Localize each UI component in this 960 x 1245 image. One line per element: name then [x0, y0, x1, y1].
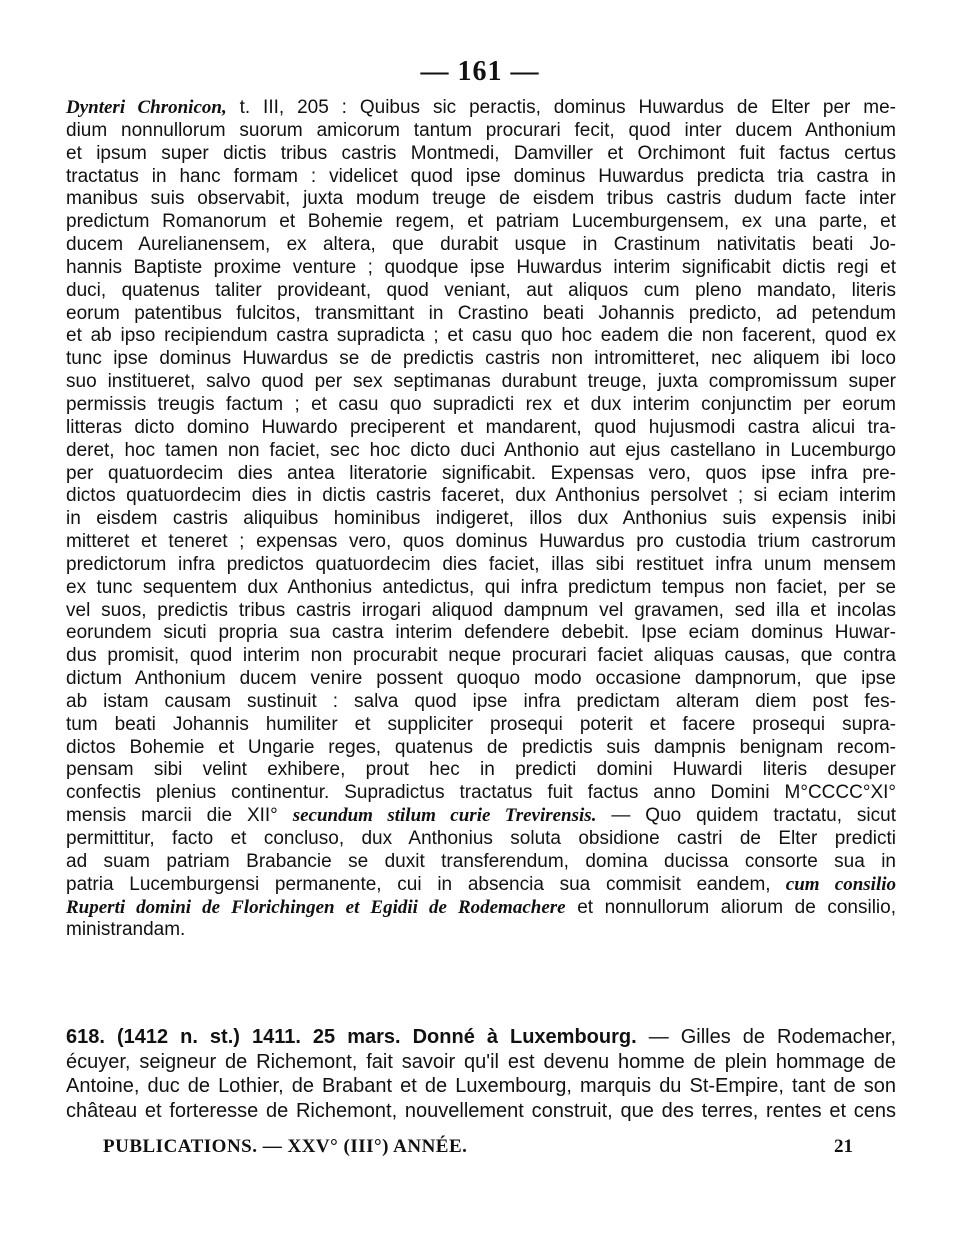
text-line: château et forteresse de Richemont, nouvellement construit, que des terres, rentes et cens [66, 1099, 896, 1122]
text-line [66, 805, 896, 828]
text-segment: patria Lucemburgensi permanente, cui in absencia sua commisit eandem, [66, 873, 771, 895]
text-line: eorum patentibus fulcitos, transmittant in Crastino beati Johannis predicto, ad petendum [66, 302, 896, 324]
text-line [66, 97, 896, 120]
text-segment: et nonnullorum aliorum de consilio, [565, 896, 896, 918]
entry-header-line [66, 1025, 896, 1050]
text-line: in eisdem castris aliquibus hominibus indigeret, illos dux Anthonius suis expensis inibi [66, 508, 896, 530]
text-line: ducem Aurelianensem, ex altera, que durabit usque in Crastinum nativitatis beati Jo- [66, 234, 896, 256]
text-line-last: ministrandam. [66, 919, 186, 941]
text-line: écuyer, seigneur de Richemont, fait savoir qu'il est devenu homme de plein hommage de [66, 1050, 896, 1073]
text-line: dium nonnullorum suorum amicorum tantum procurari fecit, quod inter ducem Anthonium [66, 119, 896, 141]
italic-phrase: Ruperti domini de Florichingen et Egidii de Rodemachere [66, 896, 566, 918]
text-line: mitteret et teneret ; expensas vero, quos dominus Huwardus pro custodia trium castrorum [66, 531, 896, 553]
text-line: Antoine, duc de Lothier, de Brabant et de Luxembourg, marquis du St-Empire, tant de son [66, 1075, 896, 1097]
text-line: pensam sibi velint exhibere, prout hec in predicti domini Huwardi literis desuper [66, 759, 896, 781]
text-line: dus promisit, quod interim non procurabit neque procurari faciet aliquas causas, que contra [66, 645, 896, 667]
page-number: — 161 — [420, 56, 540, 87]
text-line: predictum Romanorum et Bohemie regem, et patriam Lucemburgensem, ex una parte, et [66, 211, 896, 233]
text-line: litteras dicto domino Huwardo preciperent et mandarent, quod hujusmodi castra alicui tra- [66, 416, 896, 438]
text-segment: mensis marcii die XII° [66, 805, 293, 827]
text-line: deret, hoc tamen non faciet, sec hoc dicto duci Anthonio aut ejus castellano in Lucemburgo [66, 439, 896, 461]
text-line: predictorum infra predictos quatuordecim dies faciet, illas sibi restituet infra unum mensem [66, 553, 896, 575]
citation-ref: t. III, 205 : [226, 97, 347, 118]
text-line: et ab ipso recipiendum castra supradicta ; et casu quo hoc eadem die non facerent, quod ex [66, 325, 896, 347]
text-line [66, 874, 896, 897]
footer-signature-number: 21 [834, 1136, 853, 1157]
text-line: ad suam patriam Brabancie se duxit transferendum, domina ducissa consorte sua in [66, 850, 896, 872]
text-line: ab istam causam sustinuit : salva quod ipse infra predictam alteram diem post fes- [66, 690, 896, 712]
text-line-content: Quibus sic peractis, dominus Huwardus de Elter per me- [346, 97, 896, 118]
text-line: hannis Baptiste proxime venture ; quodque ipse Huwardus interim significabit dictis regi et [66, 256, 896, 278]
text-line: tractatus in hanc formam : videlicet quod ipse dominus Huwardus predicta tria castra in [66, 165, 896, 187]
text-line: manibus suis observabit, juxta modum treuge de eisdem tribus castris dudum facte inter [66, 188, 896, 210]
citation-source: Dynteri Chronicon, [66, 97, 227, 118]
text-line [66, 897, 896, 920]
text-line: dictos Bohemie et Ungarie reges, quatenus de predictis suis dampnis benignam recom- [66, 736, 896, 758]
text-line: ex tunc sequentem dux Anthonius antedictus, qui infra predictum tempus non faciet, per se [66, 576, 896, 598]
footer-publication: PUBLICATIONS. — XXV° (III°) ANNÉE. [103, 1136, 468, 1157]
text-line: dictum Anthonium ducem venire possent quoquo modo occasione dampnorum, que ipse [66, 668, 896, 690]
text-segment: — Gilles de Rodemacher, [636, 1026, 897, 1048]
text-line: permissis treugis factum ; et casu quo supradicti rex et dux interim conjunctim per eorum [66, 393, 896, 415]
text-line: tunc ipse dominus Huwardus se de predictis castris non intromitteret, nec aliquem ibi loco [66, 348, 896, 370]
chronicle-excerpt [66, 97, 896, 942]
italic-phrase: cum consilio [770, 873, 896, 895]
text-line: eorundem sicuti propria sua castra interim defendere debebit. Ipse eciam dominus Huwar- [66, 622, 896, 644]
entry-618 [66, 1025, 896, 1123]
italic-phrase: secundum stilum curie Trevirensis. [292, 805, 597, 827]
text-line: et ipsum super dictis tribus castris Montmedi, Damviller et Orchimont fuit factus certus [66, 142, 896, 164]
text-segment: — Quo quidem tractatu, sicut [596, 805, 896, 827]
text-line: permittitur, facto et concluso, dux Anthonius soluta obsidione castri de Elter predicti [66, 828, 896, 849]
text-line: duci, quatenus taliter provideant, quod veniant, aut aliquos cum pleno mandato, literis [66, 279, 896, 301]
text-line: suo institueret, salvo quod per sex septimanas durabunt treuge, juxta compromissum super [66, 371, 896, 393]
text-line: dictos quatuordecim dies in dictis castris faceret, dux Anthonius persolvet ; si eciam interim [66, 485, 896, 507]
text-line: vel suos, predictis tribus castris irrogari aliquod dampnum vel gravamen, sed illa et incolas [66, 599, 896, 621]
text-line: tum beati Johannis humiliter et suppliciter prosequi poterit et facere prosequi supra- [66, 713, 896, 735]
text-line: per quatuordecim dies antea literatorie significabit. Expensas vero, quos ipse infra pre- [66, 462, 896, 484]
text-line: confectis plenius continentur. Supradictus tractatus fuit factus anno Domini M°CCCC°XI° [66, 782, 896, 804]
entry-header: 618. (1412 n. st.) 1411. 25 mars. Donné à Luxembourg. [66, 1026, 637, 1048]
